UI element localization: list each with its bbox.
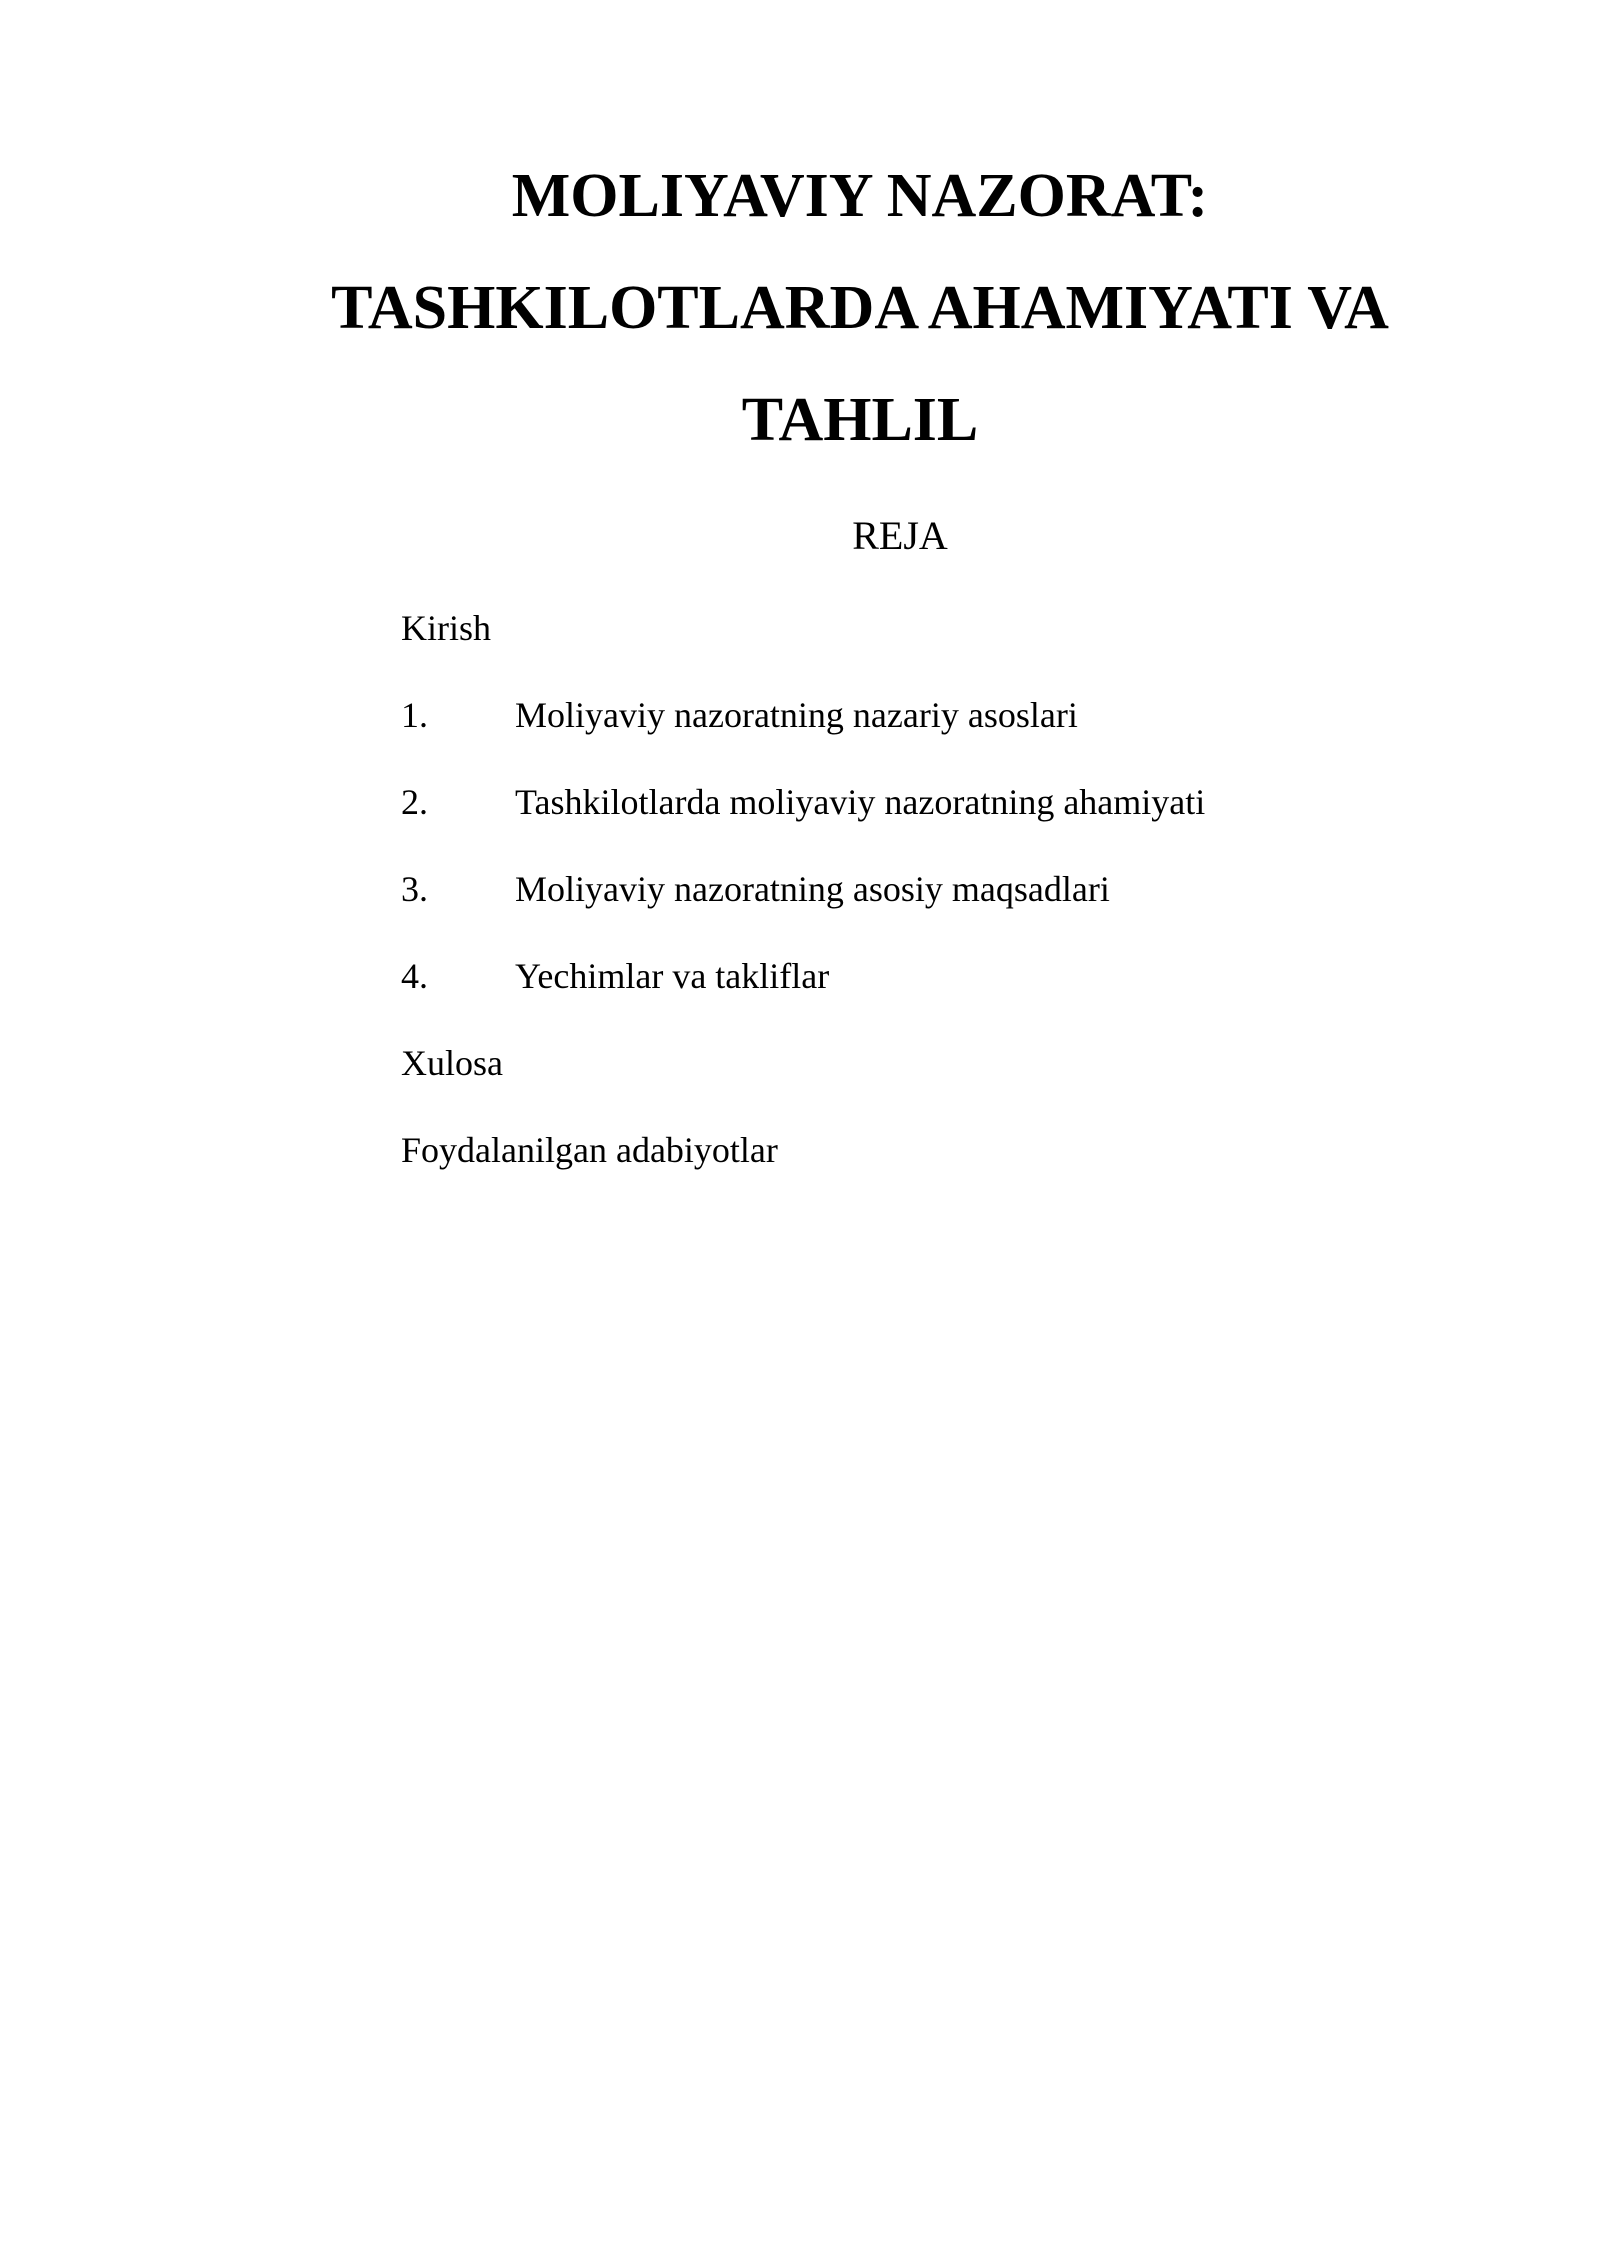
plan-item-number: 4.: [401, 956, 428, 996]
plan-item: [401, 772, 1501, 859]
plan-item-label: Moliyaviy nazoratning asosiy maqsadlari: [515, 869, 1110, 909]
plan-item-intro: [401, 598, 1501, 685]
plan-item-label: Kirish: [401, 608, 491, 648]
plan-item-label: Foydalanilgan adabiyotlar: [401, 1130, 778, 1170]
title-line: TASHKILOTLARDA AHAMIYATI VA: [331, 274, 1389, 342]
plan-item-references: [401, 1120, 1501, 1207]
plan-item-label: Xulosa: [401, 1043, 503, 1083]
plan-heading: REJA: [852, 513, 948, 558]
plan-item-number: 2.: [401, 782, 428, 822]
plan-item-label: Yechimlar va takliflar: [515, 956, 830, 996]
plan-item-label: Moliyaviy nazoratning nazariy asoslari: [515, 695, 1078, 735]
plan-item: [401, 685, 1501, 772]
document-title: [260, 140, 1460, 476]
plan-list: [401, 598, 1501, 1207]
plan-item: [401, 859, 1501, 946]
title-line: MOLIYAVIY NAZORAT:: [511, 162, 1209, 230]
plan-item: [401, 946, 1501, 1033]
title-line: TAHLIL: [741, 386, 979, 454]
plan-item-conclusion: [401, 1033, 1501, 1120]
plan-item-label: Tashkilotlarda moliyaviy nazoratning ahamiyati: [515, 782, 1206, 822]
plan-item-number: 1.: [401, 695, 428, 735]
plan-item-number: 3.: [401, 869, 428, 909]
